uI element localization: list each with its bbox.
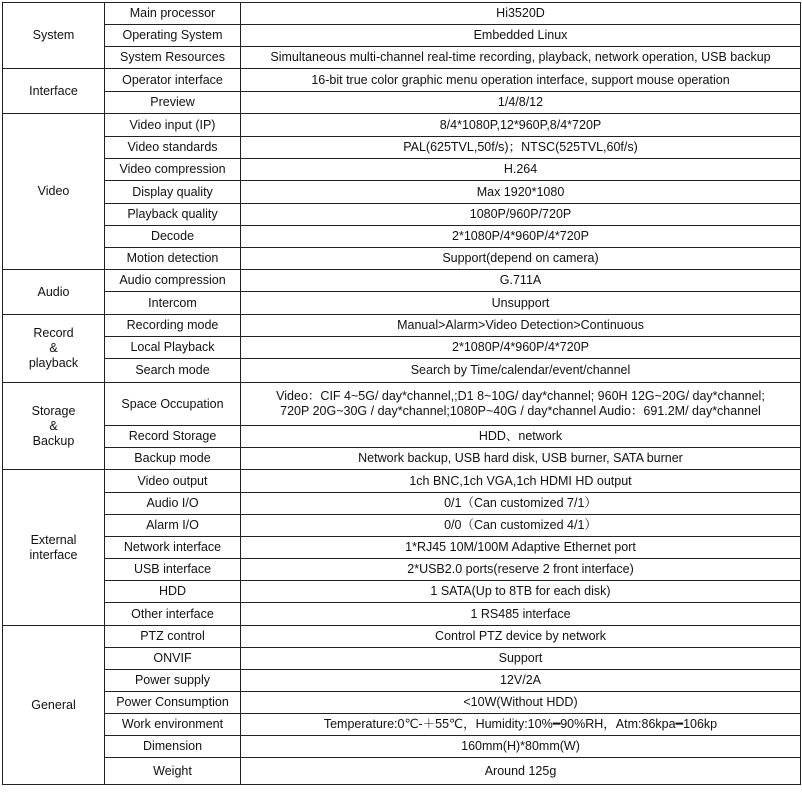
spec-value: Network backup, USB hard disk, USB burner, SATA burner bbox=[241, 448, 801, 470]
spec-row bbox=[3, 537, 801, 559]
spec-label: Power Consumption bbox=[105, 692, 241, 714]
spec-row bbox=[3, 448, 801, 470]
spec-row bbox=[3, 714, 801, 736]
spec-value: 2*USB2.0 ports(reserve 2 front interface) bbox=[241, 559, 801, 581]
spec-row bbox=[3, 359, 801, 383]
spec-value: Max 1920*1080 bbox=[241, 181, 801, 204]
spec-row bbox=[3, 626, 801, 648]
spec-value: G.711A bbox=[241, 270, 801, 292]
spec-row bbox=[3, 493, 801, 515]
spec-row bbox=[3, 292, 801, 315]
spec-label: Network interface bbox=[105, 537, 241, 559]
spec-label: Record Storage bbox=[105, 426, 241, 448]
spec-label: Main processor bbox=[105, 3, 241, 25]
spec-value: Support(depend on camera) bbox=[241, 248, 801, 270]
spec-value: Temperature:0℃-＋55℃，Humidity:10%━90%RH，Atm:86kpa━106kp bbox=[241, 714, 801, 736]
spec-row bbox=[3, 383, 801, 426]
spec-label: Video input (IP) bbox=[105, 114, 241, 137]
spec-value: <10W(Without HDD) bbox=[241, 692, 801, 714]
spec-label: Recording mode bbox=[105, 315, 241, 337]
spec-label: Alarm I/O bbox=[105, 515, 241, 537]
spec-row bbox=[3, 603, 801, 626]
spec-label: USB interface bbox=[105, 559, 241, 581]
spec-label: HDD bbox=[105, 581, 241, 603]
spec-value: H.264 bbox=[241, 159, 801, 181]
spec-value: Support bbox=[241, 648, 801, 670]
spec-value: Search by Time/calendar/event/channel bbox=[241, 359, 801, 383]
spec-value: 8/4*1080P,12*960P,8/4*720P bbox=[241, 114, 801, 137]
spec-row bbox=[3, 248, 801, 270]
spec-label: PTZ control bbox=[105, 626, 241, 648]
spec-row bbox=[3, 204, 801, 226]
spec-value: 1*RJ45 10M/100M Adaptive Ethernet port bbox=[241, 537, 801, 559]
spec-row bbox=[3, 114, 801, 137]
spec-table-body bbox=[3, 3, 801, 785]
spec-row bbox=[3, 69, 801, 92]
spec-label: Display quality bbox=[105, 181, 241, 204]
spec-label: Video output bbox=[105, 470, 241, 493]
spec-row bbox=[3, 736, 801, 758]
spec-row bbox=[3, 181, 801, 204]
spec-label: ONVIF bbox=[105, 648, 241, 670]
spec-row bbox=[3, 426, 801, 448]
spec-value: Video：CIF 4~5G/ day*channel,;D1 8~10G/ day*channel; 960H 12G~20G/ day*channel; 720P 20G~30G / day*channel;1080P~40G / day*channel Audio：691.2M/ day*channel bbox=[241, 383, 801, 426]
spec-row bbox=[3, 581, 801, 603]
spec-value: Hi3520D bbox=[241, 3, 801, 25]
spec-label: Audio I/O bbox=[105, 493, 241, 515]
spec-row bbox=[3, 758, 801, 785]
category-cell: System bbox=[3, 3, 105, 69]
spec-value: HDD、network bbox=[241, 426, 801, 448]
spec-label: Local Playback bbox=[105, 337, 241, 359]
spec-label: Playback quality bbox=[105, 204, 241, 226]
spec-label: Search mode bbox=[105, 359, 241, 383]
category-cell: Interface bbox=[3, 69, 105, 114]
spec-label: Dimension bbox=[105, 736, 241, 758]
spec-label: Backup mode bbox=[105, 448, 241, 470]
spec-label: System Resources bbox=[105, 47, 241, 69]
spec-label: Decode bbox=[105, 226, 241, 248]
spec-label: Weight bbox=[105, 758, 241, 785]
spec-row bbox=[3, 3, 801, 25]
spec-value: Embedded Linux bbox=[241, 25, 801, 47]
spec-value: 1 SATA(Up to 8TB for each disk) bbox=[241, 581, 801, 603]
spec-value: PAL(625TVL,50f/s)；NTSC(525TVL,60f/s) bbox=[241, 137, 801, 159]
spec-row bbox=[3, 47, 801, 69]
spec-row bbox=[3, 692, 801, 714]
spec-value: 2*1080P/4*960P/4*720P bbox=[241, 226, 801, 248]
spec-value: Control PTZ device by network bbox=[241, 626, 801, 648]
spec-value: 1080P/960P/720P bbox=[241, 204, 801, 226]
spec-value: 16-bit true color graphic menu operation interface, support mouse operation bbox=[241, 69, 801, 92]
spec-row bbox=[3, 670, 801, 692]
spec-row bbox=[3, 337, 801, 359]
spec-label: Space Occupation bbox=[105, 383, 241, 426]
spec-row bbox=[3, 25, 801, 47]
category-cell: Audio bbox=[3, 270, 105, 315]
spec-label: Audio compression bbox=[105, 270, 241, 292]
spec-label: Operating System bbox=[105, 25, 241, 47]
category-cell: Storage & Backup bbox=[3, 383, 105, 470]
spec-label: Power supply bbox=[105, 670, 241, 692]
spec-value: 1ch BNC,1ch VGA,1ch HDMI HD output bbox=[241, 470, 801, 493]
spec-label: Intercom bbox=[105, 292, 241, 315]
category-cell: General bbox=[3, 626, 105, 785]
spec-value: 1 RS485 interface bbox=[241, 603, 801, 626]
spec-row bbox=[3, 515, 801, 537]
spec-label: Video compression bbox=[105, 159, 241, 181]
spec-value: 0/0（Can customized 4/1） bbox=[241, 515, 801, 537]
spec-label: Preview bbox=[105, 92, 241, 114]
spec-row bbox=[3, 648, 801, 670]
spec-row bbox=[3, 315, 801, 337]
category-cell: External interface bbox=[3, 470, 105, 626]
spec-row bbox=[3, 559, 801, 581]
spec-row bbox=[3, 159, 801, 181]
spec-value: 2*1080P/4*960P/4*720P bbox=[241, 337, 801, 359]
spec-value: Simultaneous multi-channel real-time recording, playback, network operation, USB backup bbox=[241, 47, 801, 69]
category-cell: Video bbox=[3, 114, 105, 270]
spec-row bbox=[3, 270, 801, 292]
spec-row bbox=[3, 137, 801, 159]
spec-value: Around 125g bbox=[241, 758, 801, 785]
spec-value: Unsupport bbox=[241, 292, 801, 315]
spec-value: Manual>Alarm>Video Detection>Continuous bbox=[241, 315, 801, 337]
spec-row bbox=[3, 92, 801, 114]
spec-value: 0/1（Can customized 7/1） bbox=[241, 493, 801, 515]
spec-label: Operator interface bbox=[105, 69, 241, 92]
category-cell: Record & playback bbox=[3, 315, 105, 383]
spec-label: Other interface bbox=[105, 603, 241, 626]
spec-value: 160mm(H)*80mm(W) bbox=[241, 736, 801, 758]
spec-row bbox=[3, 226, 801, 248]
spec-value: 1/4/8/12 bbox=[241, 92, 801, 114]
spec-table bbox=[2, 2, 801, 785]
spec-label: Work environment bbox=[105, 714, 241, 736]
spec-row bbox=[3, 470, 801, 493]
spec-label: Video standards bbox=[105, 137, 241, 159]
spec-label: Motion detection bbox=[105, 248, 241, 270]
spec-value: 12V/2A bbox=[241, 670, 801, 692]
